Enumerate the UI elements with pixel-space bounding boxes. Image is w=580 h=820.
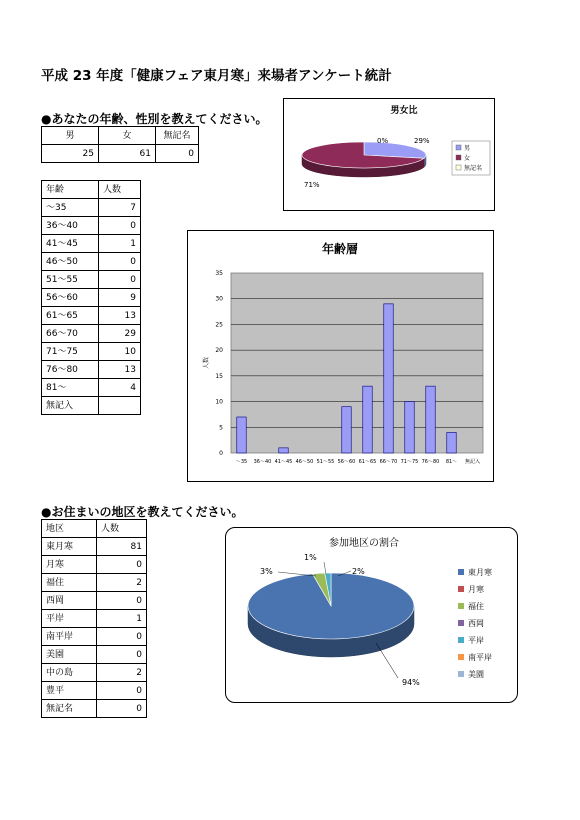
area-pie-chart — [225, 527, 518, 703]
area-legend-label: 南平岸 — [468, 653, 492, 662]
area-row-label: 豊平 — [42, 682, 97, 700]
area-row-label: 福住 — [42, 574, 97, 592]
age-bar — [447, 432, 456, 453]
age-row — [42, 217, 141, 235]
area-leader-line — [324, 562, 326, 574]
age-row-label: 61～65 — [42, 307, 99, 325]
age-row-count: 29 — [99, 325, 141, 343]
area-chart-title: 参加地区の割合 — [329, 538, 399, 549]
age-row-count: 10 — [99, 343, 141, 361]
age-xtick-label: 56～60 — [337, 459, 356, 465]
age-ytick-label: 5 — [219, 424, 223, 432]
age-row-count: 0 — [99, 253, 141, 271]
age-row-count: 4 — [99, 379, 141, 397]
area-row — [42, 592, 147, 610]
age-row — [42, 289, 141, 307]
area-row-count: 2 — [97, 664, 147, 682]
gender-header-unknown: 無記名 — [156, 127, 199, 145]
area-legend-label: 東月寒 — [468, 568, 492, 577]
area-legend-swatch — [458, 569, 464, 575]
gender-label-male: 29% — [414, 137, 430, 145]
age-header-row — [42, 181, 141, 199]
area-label-2pct: 2% — [352, 567, 365, 576]
age-bar — [426, 386, 435, 453]
gender-label-female: 71% — [304, 181, 320, 189]
age-chart-title: 年齢層 — [321, 242, 359, 256]
age-row — [42, 235, 141, 253]
age-ytick-label: 25 — [215, 321, 223, 329]
area-row-label: 東月寒 — [42, 538, 97, 556]
age-bar — [342, 407, 351, 453]
age-row-label: 56～60 — [42, 289, 99, 307]
age-ytick-label: 15 — [215, 372, 223, 380]
q1-heading: ●あなたの年齢、性別を教えてください。 — [41, 112, 268, 126]
area-row-count: 0 — [97, 628, 147, 646]
age-row-count: 13 — [99, 361, 141, 379]
age-xtick-label: 46～50 — [295, 459, 314, 465]
age-xtick-label: ～35 — [235, 459, 248, 465]
area-row-label: 西岡 — [42, 592, 97, 610]
area-row-count: 1 — [97, 610, 147, 628]
area-row — [42, 556, 147, 574]
age-ytick-label: 10 — [215, 398, 223, 406]
area-header-count: 人数 — [97, 520, 147, 538]
age-xtick-label: 66～70 — [379, 459, 398, 465]
gender-legend-swatch — [456, 155, 461, 160]
area-row-count: 0 — [97, 700, 147, 718]
age-ytick-label: 0 — [219, 450, 223, 457]
area-row — [42, 628, 147, 646]
age-row-label: 71～75 — [42, 343, 99, 361]
area-table — [41, 519, 147, 718]
age-bar — [363, 386, 372, 453]
age-row — [42, 397, 141, 415]
gender-value-male: 25 — [42, 145, 99, 163]
area-row-count: 0 — [97, 682, 147, 700]
area-row-label: 中の島 — [42, 664, 97, 682]
area-row-count: 2 — [97, 574, 147, 592]
area-legend-label: 平岸 — [468, 636, 484, 645]
area-label-1pct: 1% — [304, 553, 317, 562]
age-row — [42, 199, 141, 217]
area-row-label: 無記名 — [42, 700, 97, 718]
gender-legend-swatch — [456, 145, 461, 150]
gender-header-row — [42, 127, 199, 145]
area-pie-svg — [226, 528, 517, 702]
area-legend-label: 福住 — [468, 602, 484, 611]
age-row — [42, 343, 141, 361]
gender-value-unknown: 0 — [156, 145, 199, 163]
area-row — [42, 646, 147, 664]
age-header-label: 年齢 — [42, 181, 99, 199]
age-row-label: 36～40 — [42, 217, 99, 235]
gender-value-row — [42, 145, 199, 163]
age-row-count: 7 — [99, 199, 141, 217]
age-bar — [384, 304, 393, 453]
age-ylabel: 人数 — [203, 356, 210, 370]
area-legend-swatch — [458, 586, 464, 592]
gender-header-female: 女 — [99, 127, 156, 145]
age-row-count: 9 — [99, 289, 141, 307]
age-row-label: 66～70 — [42, 325, 99, 343]
age-row-label: 46～50 — [42, 253, 99, 271]
age-row-label: 51～55 — [42, 271, 99, 289]
area-row — [42, 664, 147, 682]
area-table-body — [42, 520, 147, 718]
page-title: 平成 23 年度「健康フェア東月寒」来場者アンケート統計 — [41, 68, 392, 84]
age-row-label: 41～45 — [42, 235, 99, 253]
age-row — [42, 253, 141, 271]
area-row — [42, 682, 147, 700]
area-row — [42, 538, 147, 556]
gender-legend-swatch — [456, 165, 461, 170]
area-legend-swatch — [458, 637, 464, 643]
age-xtick-label: 無記入 — [464, 459, 481, 465]
area-row-label: 美園 — [42, 646, 97, 664]
age-row-count: 1 — [99, 235, 141, 253]
age-xtick-label: 61～65 — [358, 459, 377, 465]
age-row — [42, 361, 141, 379]
gender-legend-label: 無記名 — [464, 165, 483, 172]
age-xtick-label: 76～80 — [421, 459, 440, 465]
age-table-body — [42, 181, 141, 415]
age-row — [42, 325, 141, 343]
area-legend-label: 西岡 — [468, 619, 484, 628]
area-row-count: 0 — [97, 646, 147, 664]
age-table — [41, 180, 141, 415]
age-xtick-label: 36～40 — [253, 459, 272, 465]
age-row-label: 無記入 — [42, 397, 99, 415]
area-legend-swatch — [458, 620, 464, 626]
age-xtick-label: 51～55 — [316, 459, 335, 465]
age-row — [42, 379, 141, 397]
area-row-label: 南平岸 — [42, 628, 97, 646]
area-label-higashitsukisamu: 94% — [402, 678, 420, 687]
area-legend-label: 美園 — [468, 670, 484, 679]
area-header-label: 地区 — [42, 520, 97, 538]
gender-legend-label: 女 — [464, 155, 471, 162]
age-xtick-label: 81～ — [445, 459, 458, 465]
age-row-count: 0 — [99, 217, 141, 235]
age-bar-svg — [188, 231, 493, 481]
age-bar — [405, 402, 414, 453]
age-row-count: 13 — [99, 307, 141, 325]
gender-chart-title: 男女比 — [390, 106, 418, 116]
area-legend-swatch — [458, 603, 464, 609]
age-row-label: ～35 — [42, 199, 99, 217]
area-label-3pct: 3% — [260, 567, 273, 576]
age-xtick-label: 41～45 — [274, 459, 293, 465]
area-row-label: 月寒 — [42, 556, 97, 574]
area-legend-label: 月寒 — [468, 585, 484, 594]
age-xtick-label: 71～75 — [400, 459, 419, 465]
age-ytick-label: 30 — [215, 295, 223, 303]
area-legend-swatch — [458, 671, 464, 677]
area-row-count: 0 — [97, 556, 147, 574]
gender-header-male: 男 — [42, 127, 99, 145]
area-row-count: 81 — [97, 538, 147, 556]
age-row — [42, 307, 141, 325]
area-row-count: 0 — [97, 592, 147, 610]
age-bar — [279, 448, 288, 453]
gender-legend-label: 男 — [464, 145, 471, 152]
area-legend-swatch — [458, 654, 464, 660]
area-row — [42, 700, 147, 718]
gender-pie-chart — [283, 98, 495, 211]
gender-label-unknown: 0% — [377, 137, 389, 145]
age-header-count: 人数 — [99, 181, 141, 199]
age-plot-area — [231, 273, 483, 453]
area-row — [42, 610, 147, 628]
area-row-label: 平岸 — [42, 610, 97, 628]
age-ytick-label: 35 — [215, 270, 223, 277]
gender-value-female: 61 — [99, 145, 156, 163]
age-row-label: 81～ — [42, 379, 99, 397]
age-row — [42, 271, 141, 289]
age-ytick-label: 20 — [215, 347, 223, 355]
age-row-count: 0 — [99, 271, 141, 289]
area-row — [42, 574, 147, 592]
gender-pie-svg — [284, 99, 494, 210]
age-bar-chart — [187, 230, 494, 482]
gender-table — [41, 126, 199, 163]
age-row-label: 76～80 — [42, 361, 99, 379]
age-row-count — [99, 397, 141, 415]
q2-heading: ●お住まいの地区を教えてください。 — [41, 505, 244, 519]
age-bar — [237, 417, 246, 453]
area-header-row — [42, 520, 147, 538]
